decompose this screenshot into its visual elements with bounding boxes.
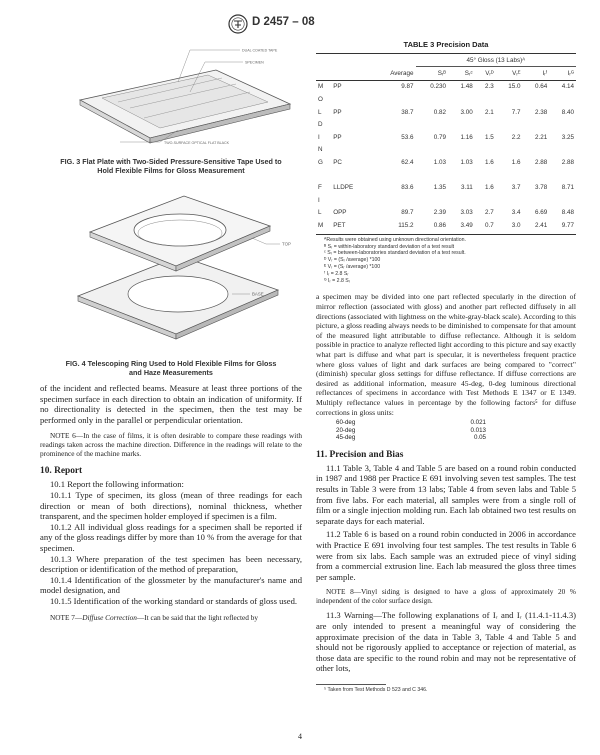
table-cell	[549, 118, 576, 131]
table-3-body	[316, 80, 576, 232]
table-cell	[371, 169, 416, 182]
table-cell: PP	[333, 108, 342, 116]
table-cell: 6.69	[534, 209, 548, 217]
table-cell: 8.40	[561, 108, 574, 116]
table-cell	[371, 144, 416, 157]
telescoping-ring-illustration	[40, 188, 302, 354]
factor-row: 60-deg 0.021	[336, 419, 486, 427]
table-cell: 2.7	[484, 209, 494, 217]
table-cell: 2.39	[433, 209, 447, 217]
table-cell	[496, 93, 523, 106]
table-3-footnotes	[316, 237, 576, 285]
table-cell: 7.7	[511, 108, 521, 116]
table-row	[316, 144, 576, 157]
table-cell: 3.7	[511, 184, 521, 192]
table-cell	[549, 194, 576, 207]
table-cell: 1.48	[460, 83, 473, 91]
table-cell: N	[318, 146, 323, 154]
table-cell	[475, 144, 496, 157]
table-cell	[475, 93, 496, 106]
report-10-1-5: 10.1.5 Identification of the working standard or standards of gloss used.	[50, 595, 298, 606]
footnote: ᴮ Sᵣ = within-laboratory standard deviation of a test result	[324, 243, 455, 250]
table-cell: LLDPE	[333, 184, 354, 192]
col-header: Iᵣᶠ	[542, 69, 548, 77]
correction-factors	[336, 419, 486, 442]
figure-3	[40, 40, 302, 175]
table-cell	[416, 93, 448, 106]
fig3-label-flat-black: TWO-SURFACE OPTICAL FLAT BLACK	[164, 141, 230, 145]
table-row	[316, 207, 576, 220]
table-row	[316, 106, 576, 119]
col-header: Iᵣᴳ	[567, 69, 574, 77]
table-row	[316, 169, 576, 182]
table-cell	[496, 118, 523, 131]
table-cell: 3.11	[460, 184, 473, 192]
table-cell: 2.38	[534, 108, 548, 116]
table-cell: 3.4	[511, 209, 521, 217]
factor-row: 20-deg 0.013	[336, 426, 486, 434]
footnote-5: ⁵ Taken from Test Methods D 523 and C 346.	[324, 686, 428, 693]
table-row	[316, 219, 576, 232]
table-cell: 3.03	[460, 209, 473, 217]
report-10-1-3: 10.1.3 Where preparation of the test specimen has been necessary, description or identification of the method of preparation,	[40, 553, 302, 575]
table-cell: L	[318, 108, 322, 116]
col-header: Vᵣᴰ	[485, 69, 494, 77]
table-cell: I	[318, 196, 320, 204]
table-cell: 115.2	[398, 222, 414, 230]
table-cell: 2.41	[534, 222, 548, 230]
table-cell: 62.4	[401, 159, 414, 167]
report-10-1-2: 10.1.2 All individual gloss readings for a specimen shall be reported if any of the gloss readings differ by more than 10 % from the average for that specimen.	[40, 521, 302, 553]
table-cell	[371, 93, 416, 106]
table-cell	[522, 169, 549, 182]
section-10-heading: 10. Report	[40, 466, 83, 477]
table-cell	[331, 169, 370, 182]
table-cell	[331, 194, 370, 207]
footnote: ᴳ Iᵣ = 2.8 Sᵣ	[324, 277, 350, 284]
table-cell: 0.7	[484, 222, 494, 230]
table-cell	[371, 194, 416, 207]
table-cell	[549, 93, 576, 106]
note-8: NOTE 8—Vinyl siding is designed to have a gloss of approximately 20 % independent of the color surface design.	[316, 587, 576, 606]
table-cell: 2.3	[484, 83, 494, 91]
table-cell: 9.87	[401, 83, 414, 91]
table-cell	[331, 93, 370, 106]
note-7: NOTE 7—Diffuse Correction—It can be said that the light reflected by	[50, 612, 259, 622]
footnote: ᴬResults were obtained using unknown directional orientation.	[324, 236, 466, 243]
col-header: Sᵣᶜ	[464, 69, 473, 77]
figure-3-caption: FIG. 3 Flat Plate with Two-Sided Pressure-Sensitive Tape Used to Hold Flexible Films for Gloss Measurement	[60, 157, 282, 175]
table-3-title: TABLE 3 Precision Data	[403, 40, 489, 49]
table-cell	[448, 144, 475, 157]
footnote: ᶠ Iᵣ = 2.8 Sᵣ	[324, 270, 349, 277]
table-cell: 53.6	[401, 133, 414, 141]
right-column	[316, 40, 576, 694]
table-cell	[316, 169, 331, 182]
table-cell: 9.77	[561, 222, 574, 230]
table-cell: D	[318, 121, 323, 129]
document-id: D 2457 – 08	[252, 16, 315, 28]
table-cell	[522, 93, 549, 106]
table-cell	[475, 118, 496, 131]
table-cell	[331, 144, 370, 157]
table-cell	[331, 118, 370, 131]
fig4-label-base: BASE	[252, 291, 264, 297]
note-6: NOTE 6—In the case of films, it is often desirable to compare these readings with readings taken across the machine direction. Difference in the readings will relate to the prominence of the machine marks.	[40, 431, 302, 459]
table-cell	[448, 118, 475, 131]
table-cell: OPP	[333, 209, 347, 217]
table-cell: 4.14	[561, 83, 574, 91]
table-cell	[416, 144, 448, 157]
paragraph-diffuse-correction: a specimen may be divided into one part reflected specularly in the direction of mirror reflection (associated with gloss) and another part reflected diffusely in all directions (associated with lightness on the white-gray-black scale). According to this picture, a gloss reading always needs to be diminished to compensate for that amount of the measured light attributable to diffuse reflectance. Although it is seldom possible in practice to analyze reflected light according to this picture and say exactly what part is diffuse and what part is specular, it is nevertheless frequent practice where gloss values of light and dark surfaces are being compared to "correct" (diminish) specular gloss settings for diffuse reflectance. If diffuse corrections are desired as additional information, measure 45-deg, 0-deg luminous directional reflectances of specimens in accordance with Test Methods E 1347 or E 1349. Multiply reflectance values in percentage by the following factors⁵ for diffuse corrections in gloss units:	[316, 292, 577, 417]
table-cell: 3.00	[460, 108, 473, 116]
table-row	[316, 156, 576, 169]
table-cell: 1.35	[433, 184, 447, 192]
fig4-label-top: TOP	[282, 241, 291, 247]
table-cell: 1.03	[460, 159, 473, 167]
table-cell: 0.86	[433, 222, 447, 230]
table-cell	[496, 169, 523, 182]
table-cell: 2.1	[484, 108, 494, 116]
table-cell: PET	[333, 222, 346, 230]
table-cell: 38.7	[401, 108, 414, 116]
table-cell: 1.16	[460, 133, 473, 141]
table-cell: 83.6	[401, 184, 414, 192]
table-cell	[496, 144, 523, 157]
table-cell: 3.49	[460, 222, 473, 230]
table-3	[316, 54, 576, 232]
left-body-text	[40, 383, 302, 622]
footnote: ᴱ Vᵣ = (Sᵣ /average) *100	[324, 264, 381, 270]
table-cell: L	[318, 209, 322, 217]
report-10-1-4: 10.1.4 Identification of the glossmeter by the manufacturer's name and model designation, and	[40, 574, 302, 596]
page-header	[0, 14, 600, 36]
table-row	[316, 118, 576, 131]
factor-row: 45-deg 0.05	[336, 434, 486, 442]
table-cell: 89.7	[401, 209, 414, 217]
precision-11-1: 11.1 Table 3, Table 4 and Table 5 are based on a round robin conducted in 1987 and 1988 per Practice E 691 involving seven test samples. The test results in Table 3 were from 13 labs; Table 4 from seven labs and Table 5 from five labs. For each material, all samples were from a single roll of film or a single injection molding run. Each lab obtained two test results on separate days for each material.	[316, 462, 576, 526]
table-cell: 0.230	[430, 83, 447, 91]
table-3-group-header: 45° Gloss (13 Labs)ᴬ	[416, 54, 576, 67]
table-cell: 3.78	[534, 184, 548, 192]
table-cell	[522, 144, 549, 157]
table-cell: 0.79	[433, 133, 447, 141]
table-cell: 1.03	[433, 159, 447, 167]
table-cell: 15.0	[508, 83, 521, 91]
table-cell	[522, 118, 549, 131]
table-cell	[448, 169, 475, 182]
precision-11-3: 11.3 Warning—The following explanations of Iᵣ and Iᵣ (11.4.1-11.4.3) are only intended to present a meaningful way of considering the approximate precision of the data in Table 3, Table 4 and Table 5 and should not be rigorously applied to acceptance or rejection of material, as those data are specific to the round robin and may not be representative of other lots,	[316, 610, 576, 674]
table-cell: 1.5	[484, 133, 494, 141]
table-row	[316, 181, 576, 194]
table-cell: 8.48	[561, 209, 574, 217]
paragraph-incident: of the incident and reflected beams. Measure at least three portions of the specimen surface in each direction to obtain an indication of uniformity. If no directionality is detected in the specimen, then the test may be performed only in the parallel or perpendicular orientation.	[40, 383, 302, 425]
footnote: ᶜ Sᵣ = between-laboratories standard deviation of a test result.	[324, 250, 466, 257]
table-cell	[371, 118, 416, 131]
table-cell: 1.6	[484, 184, 494, 192]
table-row	[316, 131, 576, 144]
col-header: Sᵣᴮ	[437, 69, 447, 77]
table-cell: 0.64	[534, 83, 548, 91]
table-cell: G	[318, 159, 323, 167]
table-cell: O	[318, 96, 323, 104]
fig3-label-specimen: SPECIMEN	[245, 60, 264, 65]
col-header: Average	[390, 69, 414, 77]
table-cell	[416, 194, 448, 207]
table-cell	[416, 118, 448, 131]
table-cell	[522, 194, 549, 207]
table-cell: F	[318, 184, 322, 192]
footnote: ᴰ Vᵣ = (Sᵣ /average) *100	[324, 257, 381, 264]
table-cell	[496, 194, 523, 207]
table-cell: I	[318, 133, 320, 141]
table-cell	[549, 169, 576, 182]
astm-logo-icon	[228, 14, 248, 34]
table-cell	[448, 194, 475, 207]
table-row	[316, 80, 576, 93]
table-cell: 2.88	[534, 159, 548, 167]
table-cell	[448, 93, 475, 106]
table-cell: PP	[333, 83, 342, 91]
table-cell: PC	[333, 159, 342, 167]
table-cell: M	[318, 222, 324, 230]
report-10-1: 10.1 Report the following information:	[50, 479, 184, 490]
report-10-1-1: 10.1.1 Type of specimen, its gloss (mean of three readings for each direction or mean of both directions), nominal thickness, whether transparent, and the specimen holder employed if specimen is a film.	[40, 489, 302, 522]
table-cell: 8.71	[561, 184, 574, 192]
table-cell: 1.6	[511, 159, 521, 167]
table-cell	[416, 169, 448, 182]
table-cell: 2.21	[534, 133, 548, 141]
table-cell	[475, 194, 496, 207]
table-cell: 0.82	[433, 108, 447, 116]
table-row	[316, 93, 576, 106]
table-cell: 2.2	[511, 133, 521, 141]
table-cell: 3.0	[511, 222, 521, 230]
page-number: 4	[298, 732, 302, 741]
table-row	[316, 194, 576, 207]
table-cell: 2.88	[561, 159, 574, 167]
table-cell: 1.6	[484, 159, 494, 167]
figure-4-caption: FIG. 4 Telescoping Ring Used to Hold Flexible Films for Gloss and Haze Measurements	[65, 359, 277, 377]
col-header: Vᵣᴱ	[512, 69, 521, 77]
fig3-label-tape: DUAL COATED TAPE	[242, 48, 278, 53]
table-cell	[475, 169, 496, 182]
precision-11-2: 11.2 Table 6 is based on a round robin conducted in 2006 in accordance with Practice E 691 involving four test samples. The test results in Table 6 were from six labs. Each sample was an extruded piece of vinyl siding from a commercial extrusion line. Each lab measured the gloss three times per sample.	[316, 529, 576, 582]
flat-plate-illustration	[40, 40, 302, 152]
table-cell	[549, 144, 576, 157]
table-cell: PP	[333, 133, 342, 141]
table-cell: 3.25	[561, 133, 574, 141]
figure-4	[40, 188, 302, 377]
table-cell: M	[318, 83, 324, 91]
section-11-heading: 11. Precision and Bias	[316, 449, 404, 460]
